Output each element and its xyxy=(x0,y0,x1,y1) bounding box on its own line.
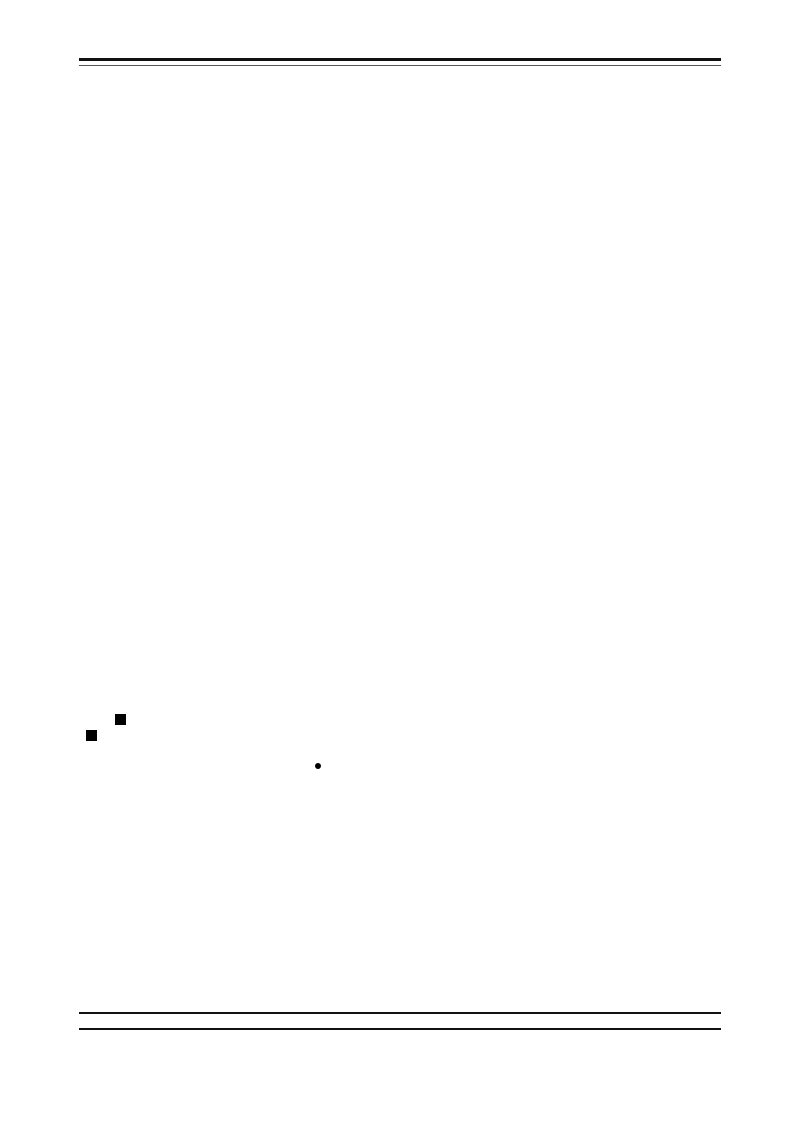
bottom-border-line xyxy=(79,1012,721,1014)
top-border-line xyxy=(79,58,721,61)
bottom-outer-line xyxy=(79,1028,721,1030)
character-row-bottom xyxy=(79,934,721,986)
character-practice-sheet xyxy=(79,58,721,1030)
top-inner-line xyxy=(79,65,721,66)
black-square-mark xyxy=(86,730,97,741)
dot-mark xyxy=(315,763,321,769)
black-square-mark xyxy=(115,714,126,725)
blank-band xyxy=(81,245,719,337)
